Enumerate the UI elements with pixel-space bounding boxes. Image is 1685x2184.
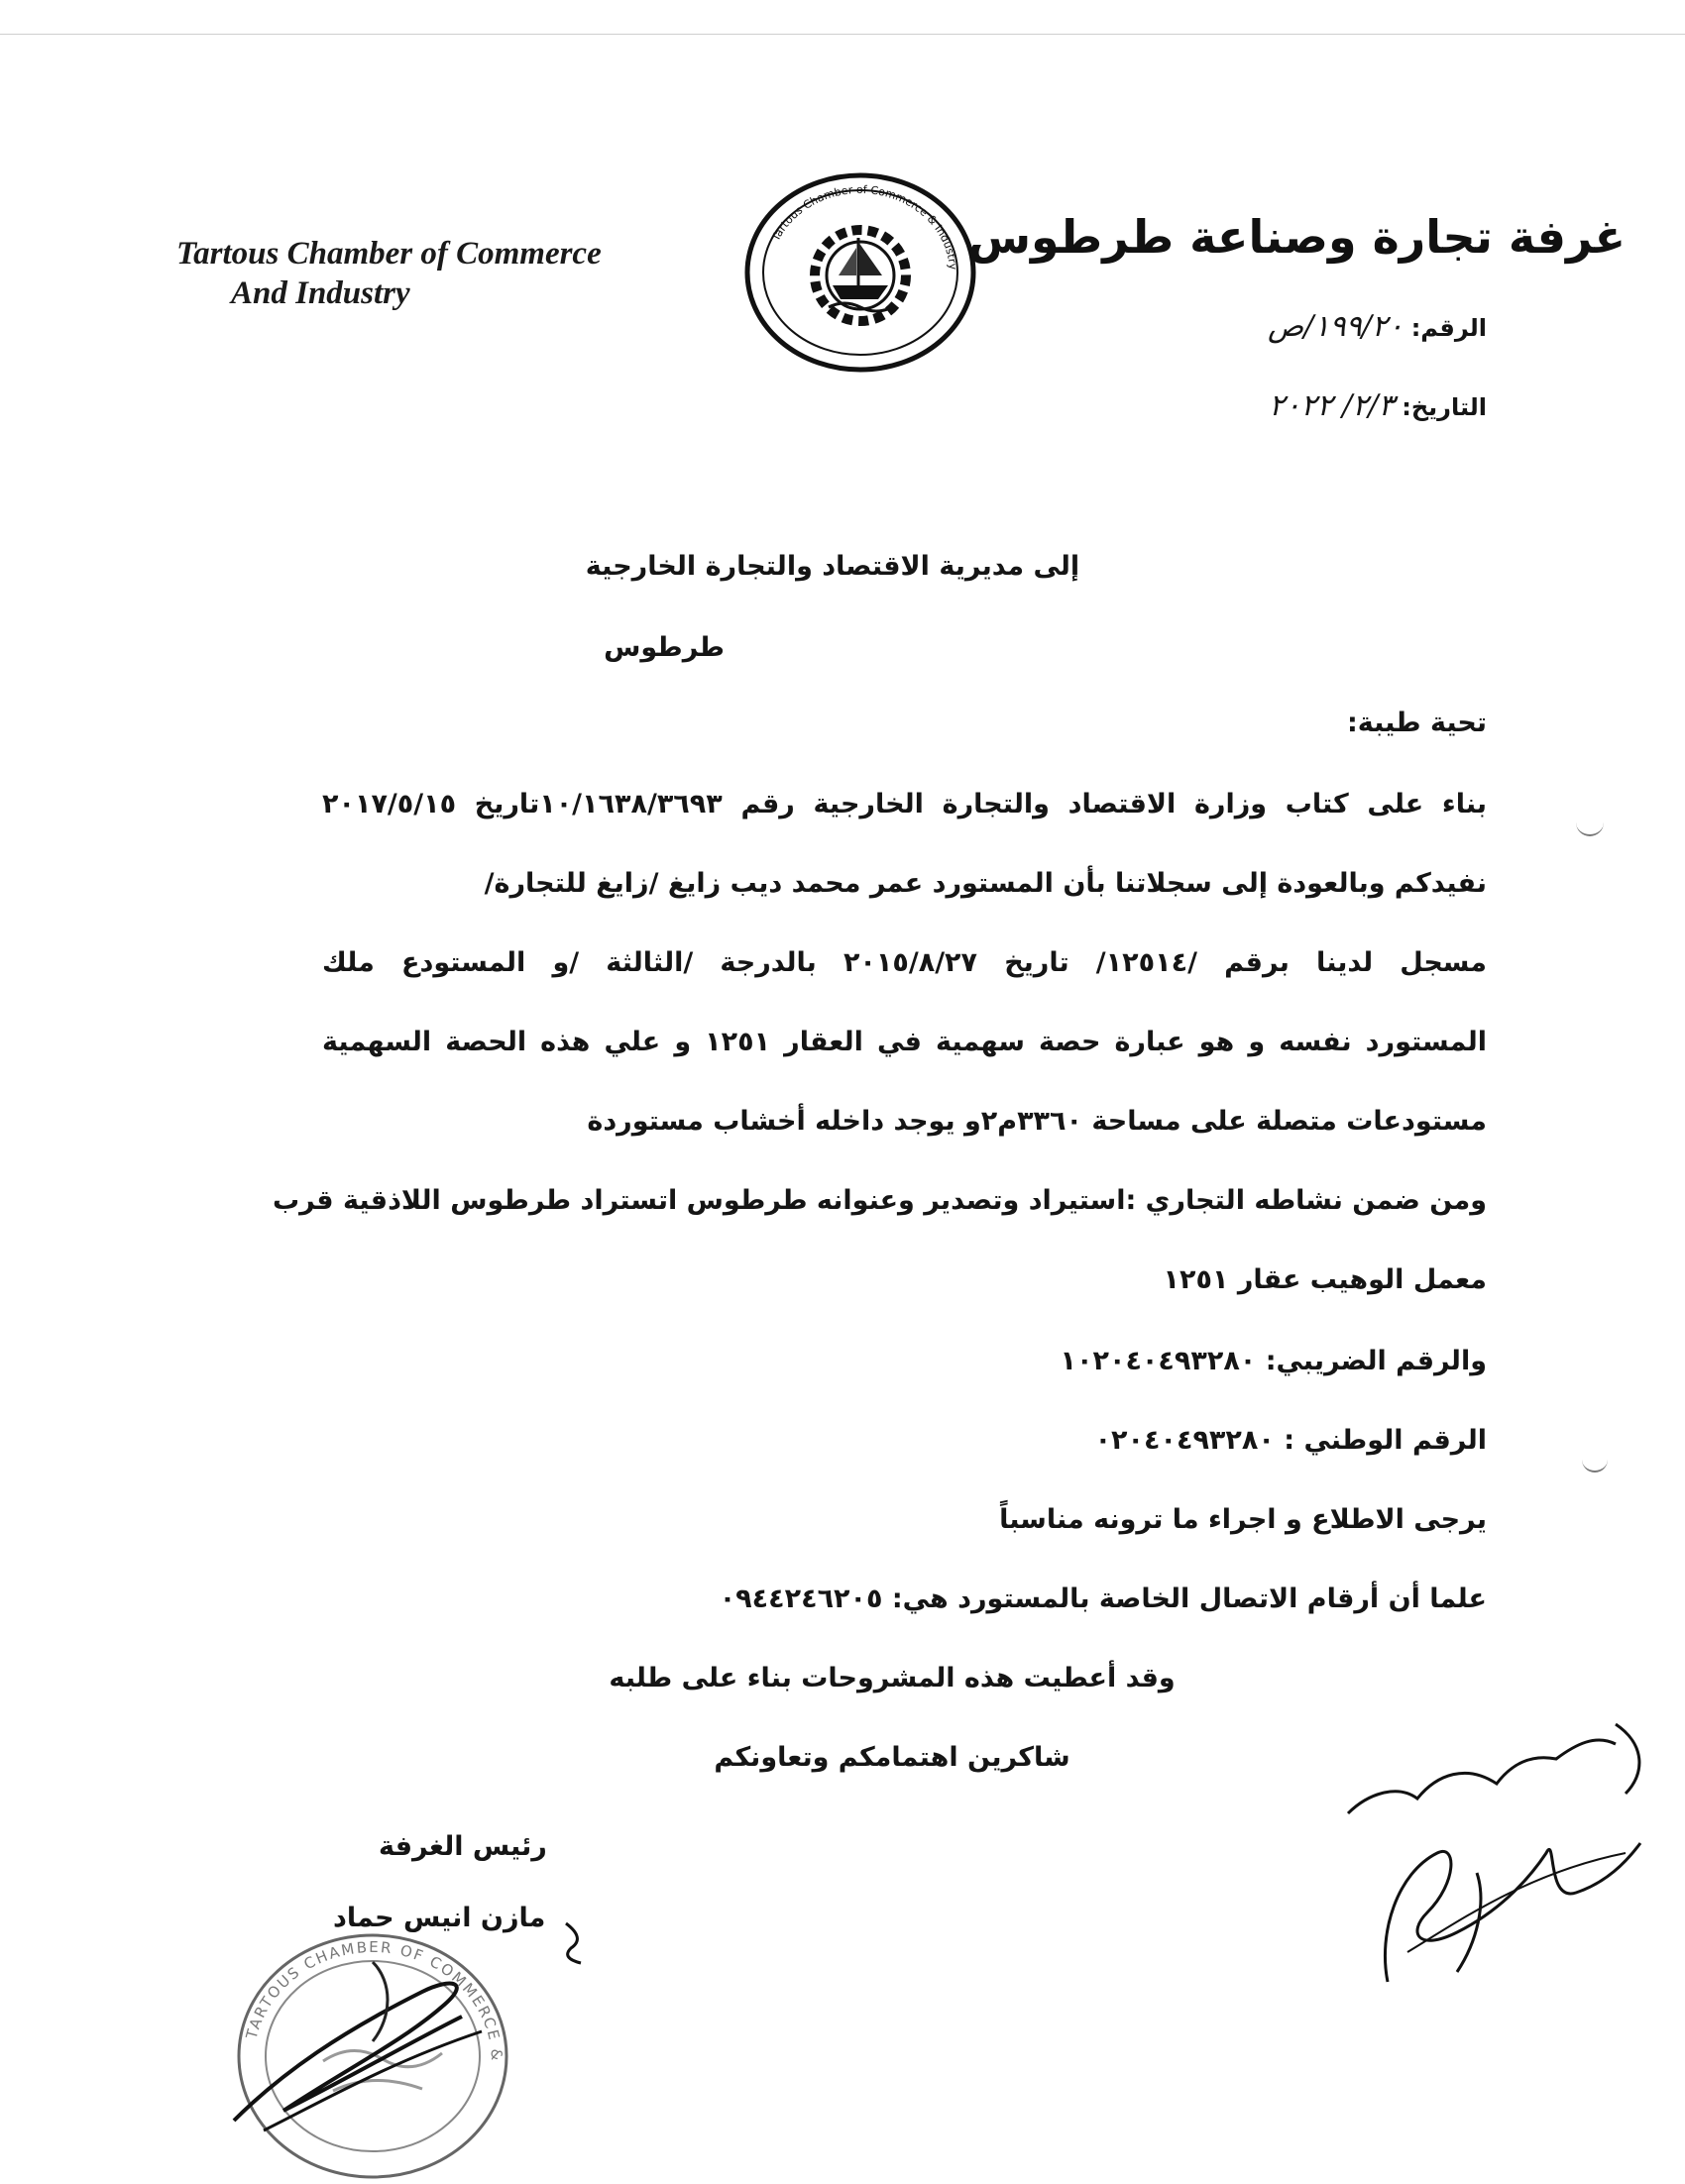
- chairman-name: مازن انيس حماد: [333, 1903, 546, 1933]
- date-value: ٢/٣/ ٢٠٢٢: [1269, 388, 1395, 423]
- body-line-5: مستودعات متصلة على مساحة ٣٣٦٠م٢و يوجد داخله أخشاب مستوردة: [587, 1106, 1487, 1137]
- chamber-logo: [741, 168, 979, 377]
- margin-mark-1: [1576, 813, 1604, 836]
- national-number: الرقم الوطني : ٠٢٠٤٠٤٩٣٢٨٠: [1094, 1425, 1487, 1456]
- body-line-2: نفيدكم وبالعودة إلى سجلاتنا بأن المستورد عمر محمد ديب زايغ /زايغ للتجارة/: [484, 868, 1487, 899]
- date-row: [1269, 388, 1487, 423]
- reference-label: الرقم:: [1410, 314, 1487, 342]
- body-line-4: المستورد نفسه و هو عبارة حصة سهمية في العقار ١٢٥١ و علي هذه الحصة السهمية: [322, 1027, 1487, 1057]
- recipient-line: إلى مديرية الاقتصاد والتجارة الخارجية: [585, 551, 1080, 582]
- body-line-3: مسجل لدينا برقم /١٢٥١٤/ تاريخ ٢٠١٥/٨/٢٧ بالدرجة /الثالثة /و المستودع ملك: [322, 947, 1488, 978]
- margin-mark-2: [1582, 1449, 1608, 1473]
- ink-mark: [561, 1918, 591, 1972]
- arabic-chamber-name: غرفة تجارة وصناعة طرطوس: [967, 210, 1626, 264]
- english-name-line2: And Industry: [231, 275, 410, 311]
- request-line: يرجى الاطلاع و اجراء ما ترونه مناسباً: [999, 1504, 1487, 1535]
- reference-number-row: [1268, 309, 1487, 344]
- ink-mark-icon: [561, 1918, 591, 1968]
- logo-ring-text: Tartous Chamber of Commerce & Industry: [769, 182, 959, 271]
- body-line-7: معمل الوهيب عقار ١٢٥١: [1163, 1264, 1487, 1295]
- chairman-title: رئيس الغرفة: [379, 1831, 547, 1862]
- closing-line-2: شاكرين اهتمامكم وتعاونكم: [714, 1742, 1070, 1773]
- english-chamber-name: [176, 234, 712, 313]
- recipient-city: طرطوس: [604, 632, 725, 663]
- closing-line-1: وقد أعطيت هذه المشروحات بناء على طلبه: [609, 1663, 1176, 1693]
- logo-emblem-icon: [741, 168, 979, 377]
- stamp-ring-text: TARTOUS CHAMBER OF COMMERCE &: [242, 1937, 506, 2063]
- official-stamp: [224, 1922, 521, 2180]
- scan-edge-line: [0, 34, 1685, 35]
- body-line-1: بناء على كتاب وزارة الاقتصاد والتجارة الخارجية رقم ١٠/١٦٣٨/٣٦٩٣تاريخ ٢٠١٧/٥/١٥: [322, 789, 1487, 819]
- greeting: تحية طيبة:: [1346, 708, 1487, 738]
- english-name-line1: Tartous Chamber of Commerce: [176, 236, 602, 272]
- signature-scrawl-icon: [1328, 1704, 1655, 1992]
- handwritten-signature: [1328, 1704, 1655, 1992]
- body-line-6: ومن ضمن نشاطه التجاري :استيراد وتصدير وعنوانه طرطوس اتستراد طرطوس اللاذقية قرب: [272, 1185, 1487, 1216]
- date-label: التاريخ:: [1402, 393, 1487, 421]
- tax-number: والرقم الضريبي: ١٠٢٠٤٠٤٩٣٢٨٠: [1060, 1346, 1487, 1376]
- stamp-seal-icon: [224, 1922, 521, 2180]
- contact-line: علما أن أرقام الاتصال الخاصة بالمستورد هي: ٠٩٤٤٢٤٦٢٠٥: [719, 1583, 1487, 1614]
- reference-value: ١٩٩/٢٠/ص: [1267, 309, 1404, 344]
